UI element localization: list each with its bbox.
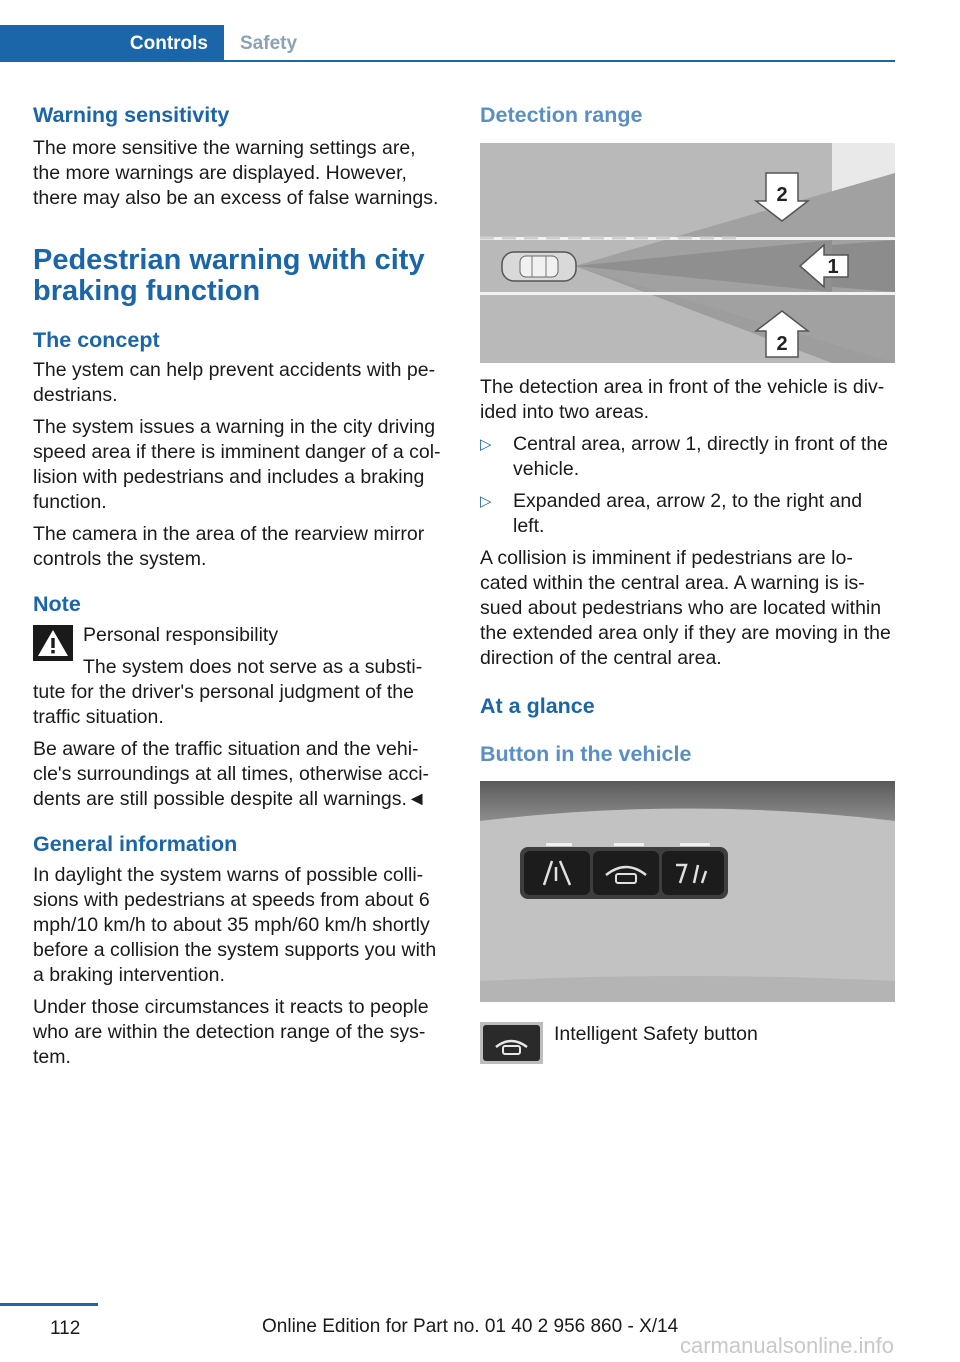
note-paragraph-2: Be aware of the traffic situation and the vehi-cle's surroundings at all times, otherwise acci-dents are still possible despite all warnings.◄ <box>33 738 430 811</box>
right-column <box>480 100 895 1066</box>
watermark: carmanualsonline.info <box>680 1333 895 1358</box>
footer-rule <box>0 1303 98 1306</box>
intelligent-safety-icon <box>480 1022 543 1064</box>
left-column <box>33 100 448 1070</box>
detection-paragraph-1: The detection area in front of the vehicle is div-ided into two areas. <box>480 375 885 423</box>
concept-paragraph-3: The camera in the area of the rearview mirror controls the system. <box>33 522 425 570</box>
triangle-bullet-icon: ▷ <box>480 492 492 510</box>
detection-paragraph-2: A collision is imminent if pedestrians are lo-cated within the central area. A warning is is-sued about pedestrians who are located within the extended area only if they are moving in the direction of the central area. <box>480 546 891 669</box>
concept-paragraph-1: The ystem can help prevent accidents with pe-destrians. <box>33 358 436 406</box>
triangle-bullet-icon: ▷ <box>480 435 492 453</box>
button-panel-photo <box>480 781 895 1002</box>
general-paragraph-1: In daylight the system warns of possible colli-sions with pedestrians at speeds from about 6 mph/10 km/h to about 35 mph/60 km/h shortly before a collision the system supports you with a braking intervention. <box>33 864 437 987</box>
button-caption: Intelligent Safety button <box>554 1023 758 1046</box>
note-responsibility-heading: Personal responsibility <box>83 624 279 647</box>
edition-text: Online Edition for Part no. 01 40 2 956 860 - X/14 <box>262 1316 679 1337</box>
page-number: 112 <box>50 1318 81 1339</box>
note-heading: Note <box>33 591 81 616</box>
note-block <box>33 623 448 730</box>
lane-change-button[interactable] <box>662 851 724 895</box>
list-item: ▷ Central area, arrow 1, directly in front of the vehicle. <box>480 432 889 480</box>
general-information-heading: General information <box>33 832 238 857</box>
detection-bullet-list <box>480 432 895 539</box>
concept-heading: The concept <box>33 327 160 352</box>
header-rule <box>0 60 895 62</box>
arrow-1-label: 1 <box>827 255 839 278</box>
warning-triangle-icon <box>33 625 73 661</box>
tab-safety[interactable]: Safety <box>240 32 298 54</box>
general-paragraph-2: Under those circumstances it reacts to people who are within the detection range of the sys-tem. <box>33 996 429 1069</box>
car-icon <box>502 252 576 281</box>
button-legend <box>480 1022 895 1066</box>
arrow-2-top-label: 2 <box>776 183 788 206</box>
intelligent-safety-button[interactable] <box>593 851 659 895</box>
note-paragraph-1: The system does not serve as a substi-tute for the driver's personal judgment of the traffic situation. <box>33 656 423 729</box>
detection-range-heading: Detection range <box>480 103 643 127</box>
button-in-vehicle-heading: Button in the vehicle <box>480 741 692 766</box>
at-a-glance-heading: At a glance <box>480 693 595 718</box>
warning-sensitivity-heading: Warning sensitivity <box>33 103 230 127</box>
tab-controls[interactable]: Controls <box>0 25 224 62</box>
list-item: ▷ Expanded area, arrow 2, to the right and left. <box>480 489 863 537</box>
warning-sensitivity-text: The more sensitive the warning settings are, the more warnings are displayed. However, there may also be an excess of false warnings. <box>33 136 439 209</box>
arrow-2-bottom-label: 2 <box>776 332 788 355</box>
lane-departure-button[interactable] <box>524 851 590 895</box>
detection-range-diagram <box>480 143 895 363</box>
section-title: Pedestrian warning with city braking function <box>33 243 425 307</box>
concept-paragraph-2: The system issues a warning in the city driving speed area if there is imminent danger of a col-lision with pedestrians and includes a braking function. <box>33 415 441 513</box>
